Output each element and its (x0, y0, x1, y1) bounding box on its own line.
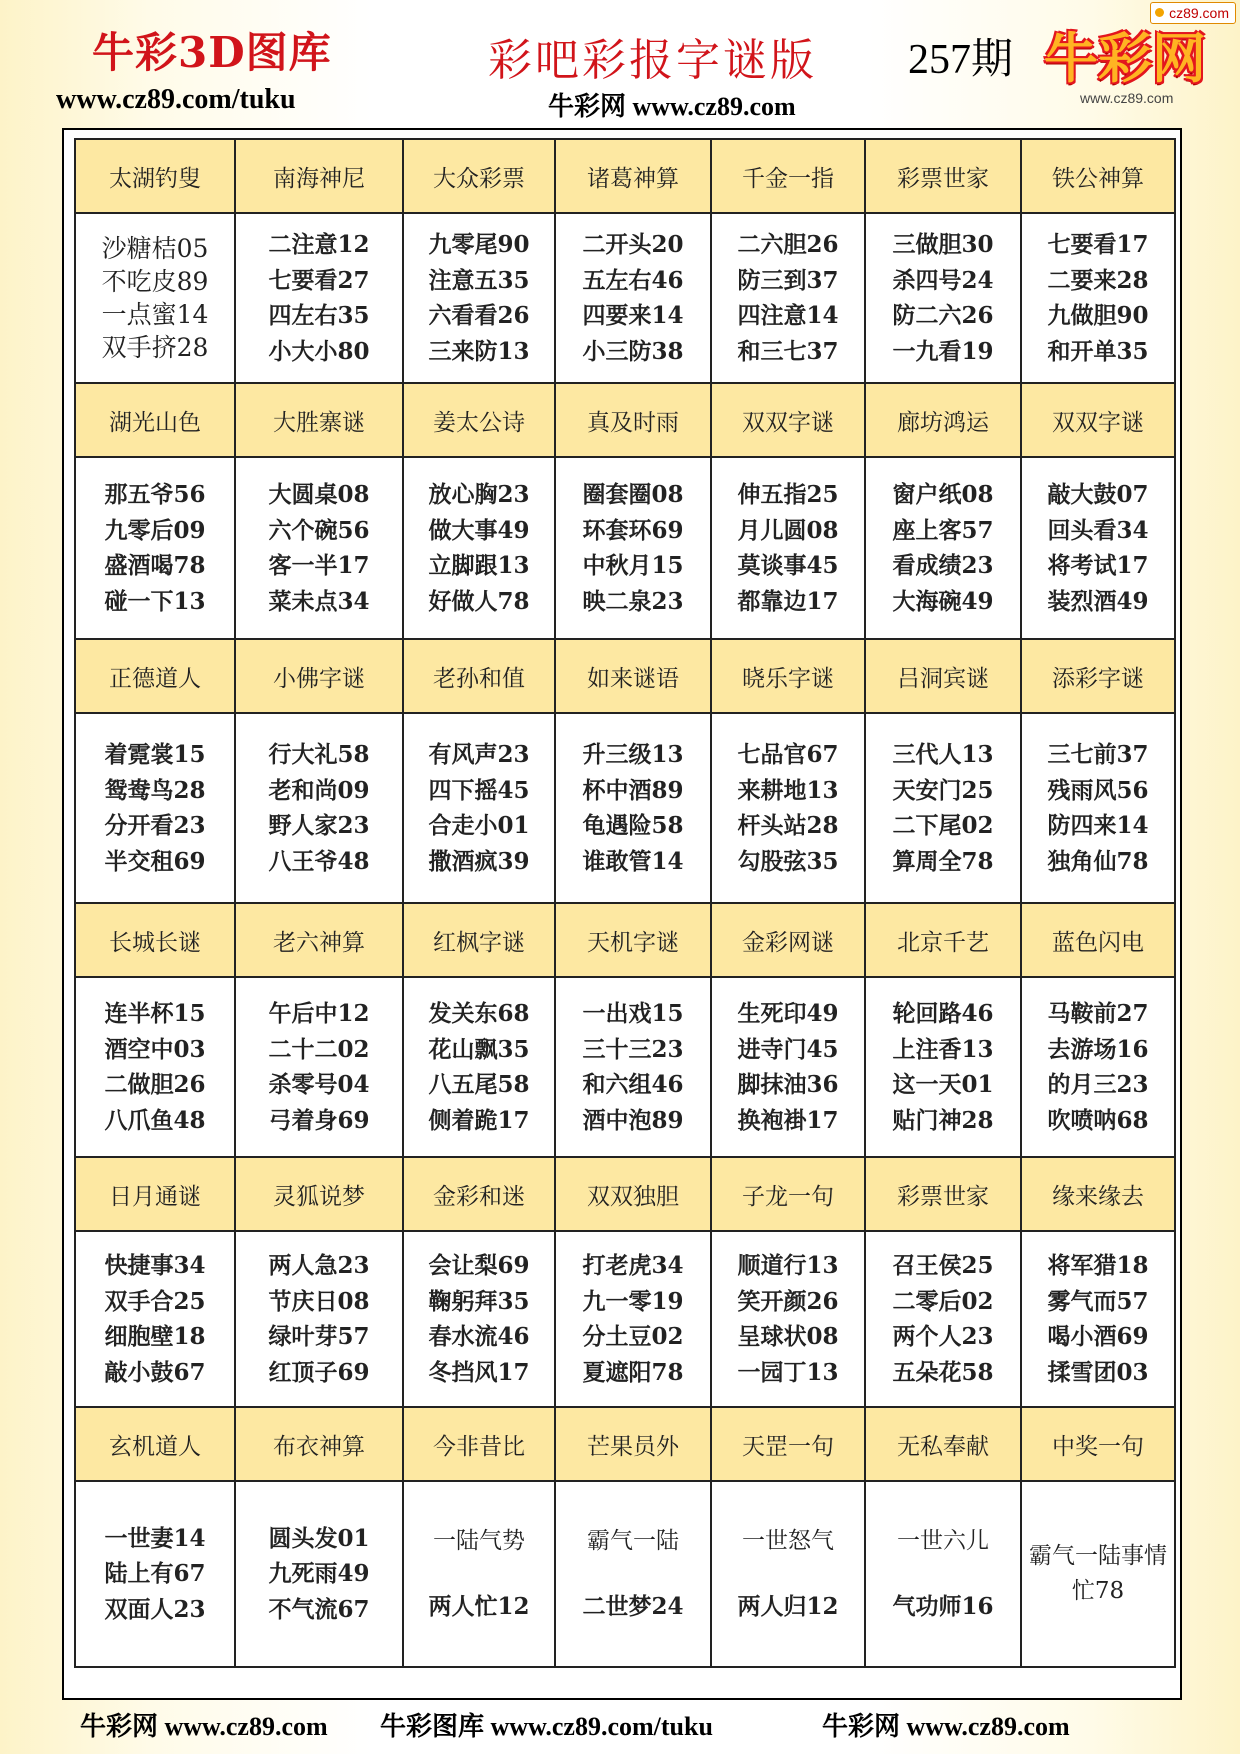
puzzle-line: 沙糖桔05 (101, 234, 209, 263)
puzzle-line: 圈套圈08 (582, 481, 684, 508)
column-title: 双双字谜 (711, 383, 865, 457)
puzzle-line: 上注香13 (892, 1035, 994, 1063)
puzzle-line: 这一天01 (892, 1071, 994, 1098)
column-title: 太湖钓叟 (75, 139, 235, 213)
column-title: 灵狐说梦 (235, 1157, 403, 1231)
puzzle-line: 一世怒气 (742, 1527, 834, 1554)
puzzle-line: 做大事49 (428, 516, 530, 544)
puzzle-line: 防四来14 (1047, 812, 1149, 839)
puzzle-line: 霸气一陆 (587, 1527, 679, 1554)
puzzle-cell (711, 1481, 865, 1667)
puzzle-line: 九零尾90 (428, 231, 530, 258)
puzzle-line: 酒中泡89 (582, 1106, 684, 1134)
puzzle-cell (555, 1481, 711, 1667)
puzzle-line: 大圆桌08 (268, 481, 370, 508)
puzzle-line: 杯中酒89 (582, 776, 684, 804)
puzzle-cell (235, 213, 403, 383)
puzzle-cell (1021, 457, 1175, 639)
puzzle-cell (75, 977, 235, 1157)
puzzle-line: 三七前37 (1047, 741, 1149, 768)
puzzle-cell (235, 1481, 403, 1667)
puzzle-line: 冬挡风17 (428, 1358, 530, 1386)
puzzle-line: 盛酒喝78 (104, 552, 206, 579)
puzzle-cell (555, 713, 711, 903)
puzzle-line: 九一零19 (582, 1287, 684, 1315)
column-title: 北京千艺 (865, 903, 1021, 977)
puzzle-line: 二做胆26 (104, 1071, 206, 1098)
puzzle-line: 花山飘35 (428, 1035, 530, 1063)
puzzle-line: 五朵花58 (892, 1358, 994, 1386)
puzzle-line: 半交租69 (104, 847, 206, 875)
column-title: 老孙和值 (403, 639, 555, 713)
puzzle-line: 一点蜜14 (101, 300, 209, 329)
puzzle-line: 二下尾02 (892, 812, 994, 839)
puzzle-cell (865, 213, 1021, 383)
puzzle-line: 小三防38 (582, 337, 684, 365)
puzzle-line: 伸五指25 (737, 481, 839, 508)
puzzle-line: 九零后09 (104, 516, 206, 544)
puzzle-cell (403, 977, 555, 1157)
puzzle-line: 绿叶芽57 (268, 1323, 370, 1350)
puzzle-line: 六个碗56 (268, 516, 370, 544)
puzzle-line: 七要看17 (1047, 231, 1149, 258)
puzzle-cell (555, 457, 711, 639)
puzzle-line: 二十二02 (268, 1035, 370, 1063)
puzzle-line: 将军猎18 (1047, 1252, 1149, 1279)
puzzle-line: 和六组46 (582, 1071, 684, 1098)
puzzle-line: 九死雨49 (268, 1560, 370, 1588)
section-header-row (75, 1407, 1175, 1481)
puzzle-line: 忙78 (1071, 1578, 1125, 1604)
section-header-row (75, 1157, 1175, 1231)
column-title: 廊坊鸿运 (865, 383, 1021, 457)
puzzle-line: 笑开颜26 (737, 1287, 839, 1315)
column-title: 子龙一句 (711, 1157, 865, 1231)
puzzle-sheet (62, 128, 1182, 1700)
puzzle-line: 装烈酒49 (1047, 587, 1149, 615)
puzzle-line: 酒空中03 (104, 1035, 206, 1063)
puzzle-line: 揉雪团03 (1047, 1358, 1149, 1386)
column-title: 缘来缘去 (1021, 1157, 1175, 1231)
puzzle-cell (555, 1231, 711, 1407)
puzzle-line: 行大礼58 (268, 741, 370, 768)
column-title: 南海神尼 (235, 139, 403, 213)
column-title: 红枫字谜 (403, 903, 555, 977)
column-title: 小佛字谜 (235, 639, 403, 713)
puzzle-line: 春水流46 (428, 1323, 530, 1350)
column-title: 芒果员外 (555, 1407, 711, 1481)
puzzle-line: 和开单35 (1047, 337, 1149, 365)
puzzle-line: 客一半17 (268, 552, 370, 579)
puzzle-line: 召王侯25 (892, 1252, 994, 1279)
puzzle-line: 四下摇45 (428, 776, 530, 804)
puzzle-line: 杀零号04 (268, 1071, 370, 1098)
puzzle-cell (865, 1231, 1021, 1407)
puzzle-line: 座上客57 (892, 516, 994, 544)
puzzle-line: 三来防13 (428, 337, 530, 365)
puzzle-cell (1021, 1231, 1175, 1407)
puzzle-line: 放心胸23 (428, 481, 530, 508)
section-header-row (75, 383, 1175, 457)
puzzle-line: 打老虎34 (582, 1252, 684, 1279)
puzzle-line: 三做胆30 (892, 231, 994, 258)
puzzle-line: 老和尚09 (268, 776, 370, 804)
puzzle-line: 中秋月15 (582, 552, 684, 579)
puzzle-cell (1021, 1481, 1175, 1667)
corner-badge[interactable]: cz89.com (1150, 2, 1236, 24)
column-title: 无私奉献 (865, 1407, 1021, 1481)
puzzle-line: 午后中12 (268, 1000, 370, 1027)
puzzle-cell (75, 457, 235, 639)
column-title: 老六神算 (235, 903, 403, 977)
puzzle-line: 两人忙12 (428, 1593, 530, 1620)
section-body-row (75, 1231, 1175, 1407)
puzzle-cell (1021, 713, 1175, 903)
column-title: 金彩网谜 (711, 903, 865, 977)
column-title: 今非昔比 (403, 1407, 555, 1481)
puzzle-line: 敲大鼓07 (1047, 481, 1149, 508)
puzzle-line: 轮回路46 (892, 1000, 994, 1027)
puzzle-line: 细胞壁18 (104, 1323, 206, 1350)
section-body-row (75, 1481, 1175, 1667)
puzzle-line: 算周全78 (892, 847, 994, 875)
puzzle-line: 防三到37 (737, 266, 839, 294)
puzzle-cell (75, 1231, 235, 1407)
puzzle-line: 防二六26 (892, 302, 994, 329)
puzzle-cell (1021, 977, 1175, 1157)
puzzle-line: 七品官67 (737, 741, 839, 768)
footer-link-left[interactable]: 牛彩网 www.cz89.com (80, 1712, 328, 1741)
puzzle-line: 环套环69 (582, 516, 684, 544)
column-title: 添彩字谜 (1021, 639, 1175, 713)
puzzle-line: 那五爷56 (104, 481, 206, 508)
column-title: 晓乐字谜 (711, 639, 865, 713)
puzzle-line: 两人归12 (737, 1593, 839, 1620)
puzzle-line: 菜未点34 (268, 587, 370, 615)
page-title: 彩吧彩报字谜版 (488, 35, 817, 86)
puzzle-line: 一园丁13 (737, 1358, 839, 1386)
puzzle-line: 四注意14 (737, 302, 839, 329)
puzzle-cell (75, 213, 235, 383)
puzzle-line: 九做胆90 (1047, 302, 1149, 329)
puzzle-line: 气功师16 (892, 1593, 994, 1620)
footer-link-right[interactable]: 牛彩网 www.cz89.com (822, 1712, 1070, 1741)
puzzle-line: 三代人13 (892, 741, 994, 768)
puzzle-line: 脚抹油36 (737, 1071, 839, 1098)
puzzle-line: 分开看23 (104, 812, 206, 839)
puzzle-cell (1021, 213, 1175, 383)
puzzle-line: 八五尾58 (428, 1071, 530, 1098)
puzzle-cell (403, 457, 555, 639)
puzzle-line: 来耕地13 (737, 776, 839, 804)
section-body-row (75, 977, 1175, 1157)
sub-url: 牛彩网 www.cz89.com (548, 92, 796, 121)
puzzle-line: 快捷事34 (104, 1252, 206, 1279)
line-spacer (712, 1559, 864, 1589)
puzzle-line: 双手挤28 (101, 333, 209, 362)
section-header-row (75, 139, 1175, 213)
puzzle-line: 侧着跪17 (428, 1106, 530, 1134)
puzzle-cell (235, 1231, 403, 1407)
puzzle-line: 大海碗49 (892, 587, 994, 615)
puzzle-line: 四左右35 (268, 302, 370, 329)
column-title: 吕洞宾谜 (865, 639, 1021, 713)
puzzle-cell (555, 977, 711, 1157)
puzzle-cell (865, 713, 1021, 903)
puzzle-line: 二六胆26 (737, 231, 839, 258)
column-title: 彩票世家 (865, 1157, 1021, 1231)
puzzle-cell (75, 1481, 235, 1667)
column-title: 正德道人 (75, 639, 235, 713)
puzzle-line: 顺道行13 (737, 1252, 839, 1279)
puzzle-line: 一九看19 (892, 337, 994, 365)
puzzle-line: 不吃皮89 (101, 267, 209, 296)
section-body-row (75, 213, 1175, 383)
line-spacer (556, 1559, 710, 1589)
section-body-row (75, 713, 1175, 903)
puzzle-line: 二开头20 (582, 231, 684, 258)
puzzle-line: 会让梨69 (428, 1252, 530, 1279)
puzzle-line: 杆头站28 (737, 812, 839, 839)
puzzle-line: 碰一下13 (104, 587, 206, 615)
puzzle-line: 霸气一陆事情 (1029, 1542, 1167, 1569)
footer-link-middle[interactable]: 牛彩图库 www.cz89.com/tuku (380, 1712, 713, 1741)
puzzle-line: 将考试17 (1047, 552, 1149, 579)
column-title: 日月通谜 (75, 1157, 235, 1231)
puzzle-line: 一陆气势 (433, 1527, 525, 1554)
puzzle-cell (711, 713, 865, 903)
puzzle-line: 勾股弦35 (737, 847, 839, 875)
puzzle-cell (865, 1481, 1021, 1667)
section-body-row (75, 457, 1175, 639)
puzzle-line: 月儿圆08 (737, 516, 839, 544)
puzzle-line: 双手合25 (104, 1287, 206, 1315)
puzzle-line: 谁敢管14 (582, 847, 684, 875)
puzzle-line: 映二泉23 (582, 587, 684, 615)
puzzle-line: 窗户纸08 (892, 481, 994, 508)
puzzle-line: 双面人23 (104, 1595, 206, 1623)
puzzle-line: 节庆日08 (268, 1287, 370, 1315)
puzzle-line: 红顶子69 (268, 1358, 370, 1386)
puzzle-cell (403, 1481, 555, 1667)
column-title: 大众彩票 (403, 139, 555, 213)
column-title: 真及时雨 (555, 383, 711, 457)
puzzle-line: 八王爷48 (268, 847, 370, 875)
column-title: 天罡一句 (711, 1407, 865, 1481)
puzzle-cell (711, 1231, 865, 1407)
issue-number: 257期 (908, 37, 1014, 83)
column-title: 金彩和迷 (403, 1157, 555, 1231)
puzzle-line: 分土豆02 (582, 1323, 684, 1350)
puzzle-line: 都靠边17 (737, 587, 839, 615)
puzzle-cell (235, 977, 403, 1157)
puzzle-line: 龟遇险58 (582, 812, 684, 839)
puzzle-line: 和三七37 (737, 337, 839, 365)
puzzle-line: 回头看34 (1047, 516, 1149, 544)
puzzle-line: 敲小鼓67 (104, 1358, 206, 1386)
brand-url: www.cz89.com/tuku (56, 84, 296, 115)
puzzle-cell (75, 713, 235, 903)
puzzle-line: 八爪鱼48 (104, 1106, 206, 1134)
puzzle-line: 合走小01 (428, 812, 530, 839)
column-title: 长城长谜 (75, 903, 235, 977)
puzzle-line: 贴门神28 (892, 1106, 994, 1134)
column-title: 千金一指 (711, 139, 865, 213)
puzzle-line: 不气流67 (268, 1595, 370, 1623)
logo-url: www.cz89.com (1080, 90, 1174, 106)
column-title: 双双独胆 (555, 1157, 711, 1231)
puzzle-line: 五左右46 (582, 266, 684, 294)
puzzle-line: 换袍褂17 (737, 1106, 839, 1134)
puzzle-line: 两个人23 (892, 1323, 994, 1350)
puzzle-line: 喝小酒69 (1047, 1323, 1149, 1350)
puzzle-table (74, 138, 1176, 1668)
puzzle-line: 着霓裳15 (104, 741, 206, 768)
puzzle-line: 莫谈事45 (737, 552, 839, 579)
puzzle-line: 呈球状08 (737, 1323, 839, 1350)
puzzle-cell (865, 457, 1021, 639)
puzzle-line: 圆头发01 (268, 1524, 370, 1552)
puzzle-line: 杀四号24 (892, 266, 994, 294)
puzzle-line: 鸳鸯鸟28 (104, 776, 206, 804)
puzzle-line: 有风声23 (428, 741, 530, 768)
puzzle-line: 二世梦24 (582, 1593, 684, 1620)
puzzle-line: 弓着身69 (268, 1106, 370, 1134)
puzzle-line: 一世六儿 (897, 1527, 989, 1554)
column-title: 铁公神算 (1021, 139, 1175, 213)
puzzle-line: 二零后02 (892, 1287, 994, 1315)
column-title: 天机字谜 (555, 903, 711, 977)
column-title: 大胜寨谜 (235, 383, 403, 457)
puzzle-line: 三十三23 (582, 1035, 684, 1063)
column-title: 双双字谜 (1021, 383, 1175, 457)
column-title: 如来谜语 (555, 639, 711, 713)
puzzle-line: 野人家23 (268, 812, 370, 839)
puzzle-line: 两人急23 (268, 1252, 370, 1279)
section-header-row (75, 639, 1175, 713)
section-header-row (75, 903, 1175, 977)
column-title: 诸葛神算 (555, 139, 711, 213)
puzzle-line: 六看看26 (428, 302, 530, 329)
puzzle-cell (711, 213, 865, 383)
puzzle-line: 一出戏15 (582, 1000, 684, 1027)
puzzle-line: 生死印49 (737, 1000, 839, 1027)
puzzle-cell (403, 1231, 555, 1407)
puzzle-cell (235, 713, 403, 903)
puzzle-line: 夏遮阳78 (582, 1358, 684, 1386)
puzzle-line: 四要来14 (582, 302, 684, 329)
puzzle-line: 吹喷呐68 (1047, 1106, 1149, 1134)
puzzle-line: 连半杯15 (104, 1000, 206, 1027)
puzzle-line: 进寺门45 (737, 1035, 839, 1063)
puzzle-line: 的月三23 (1047, 1071, 1149, 1098)
puzzle-line: 看成绩23 (892, 552, 994, 579)
puzzle-line: 去游场16 (1047, 1035, 1149, 1063)
puzzle-line: 注意五35 (428, 266, 530, 294)
puzzle-cell (865, 977, 1021, 1157)
puzzle-line: 发关东68 (428, 1000, 530, 1027)
column-title: 布衣神算 (235, 1407, 403, 1481)
puzzle-line: 一世妻14 (104, 1524, 206, 1552)
puzzle-line: 撒酒疯39 (428, 847, 530, 875)
puzzle-cell (555, 213, 711, 383)
column-title: 湖光山色 (75, 383, 235, 457)
puzzle-cell (711, 457, 865, 639)
column-title: 彩票世家 (865, 139, 1021, 213)
column-title: 姜太公诗 (403, 383, 555, 457)
site-logo (1040, 16, 1210, 112)
puzzle-line: 鞠躬拜35 (428, 1287, 530, 1315)
line-spacer (404, 1559, 554, 1589)
column-title: 中奖一句 (1021, 1407, 1175, 1481)
puzzle-line: 陆上有67 (104, 1560, 206, 1588)
puzzle-cell (403, 213, 555, 383)
puzzle-line: 马鞍前27 (1047, 1000, 1149, 1027)
puzzle-line: 独角仙78 (1047, 847, 1149, 875)
puzzle-cell (235, 457, 403, 639)
puzzle-line: 残雨风56 (1047, 776, 1149, 804)
puzzle-line: 二注意12 (268, 231, 370, 258)
column-title: 蓝色闪电 (1021, 903, 1175, 977)
puzzle-line: 小大小80 (268, 337, 370, 365)
line-spacer (866, 1559, 1020, 1589)
puzzle-line: 雾气而57 (1047, 1287, 1149, 1315)
puzzle-line: 好做人78 (428, 587, 530, 615)
puzzle-line: 七要看27 (268, 266, 370, 294)
puzzle-line: 立脚跟13 (428, 552, 530, 579)
column-title: 玄机道人 (75, 1407, 235, 1481)
brand-title: 牛彩3D图库 (92, 28, 332, 77)
puzzle-cell (711, 977, 865, 1157)
puzzle-line: 二要来28 (1047, 266, 1149, 294)
puzzle-line: 升三级13 (582, 741, 684, 768)
puzzle-cell (403, 713, 555, 903)
logo-text: 牛彩网 (1044, 27, 1206, 90)
puzzle-line: 天安门25 (892, 776, 994, 804)
